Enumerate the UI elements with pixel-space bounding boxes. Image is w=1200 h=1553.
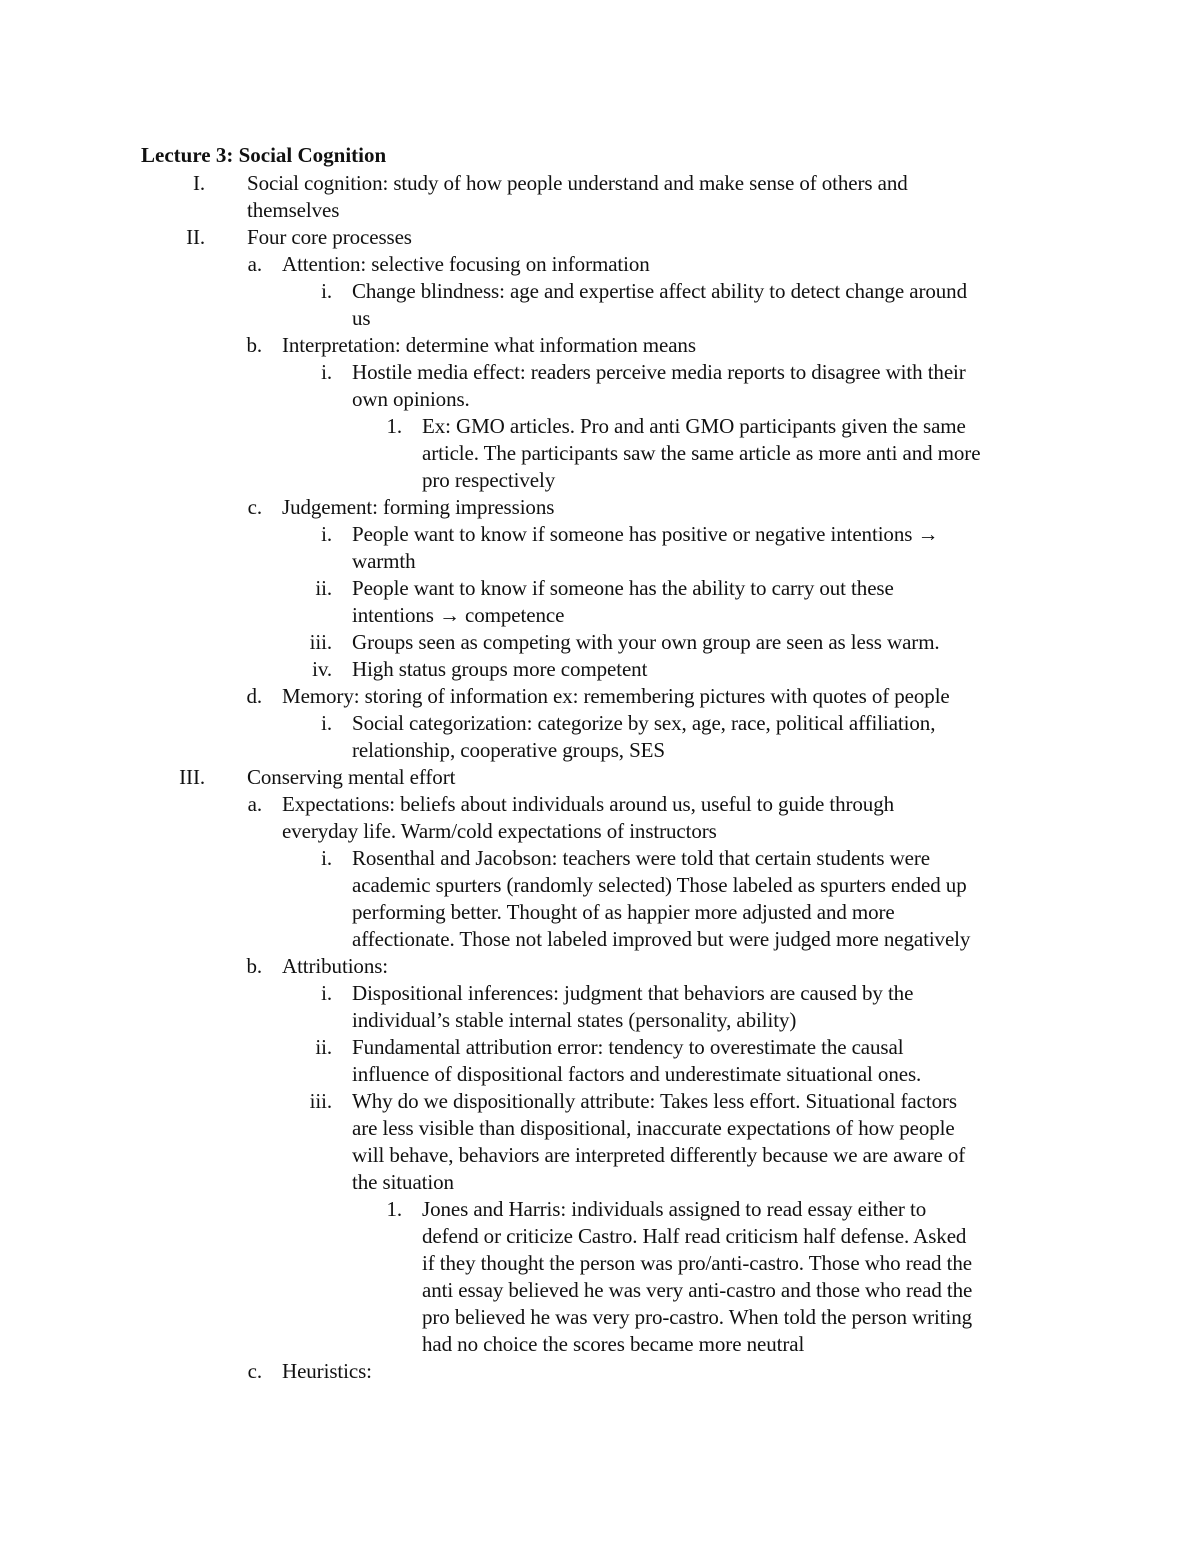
outline-text-line: Dispositional inferences: judgment that behaviors are caused by the xyxy=(352,981,914,1005)
outline-text-line: pro respectively xyxy=(422,468,556,492)
outline-text-line: Memory: storing of information ex: remembering pictures with quotes of people xyxy=(282,684,950,708)
outline-marker: 1. xyxy=(386,414,402,438)
outline-text-line: themselves xyxy=(247,198,340,222)
outline-marker: i. xyxy=(321,360,332,384)
outline-text-line: if they thought the person was pro/anti-castro. Those who read the xyxy=(422,1251,972,1275)
outline-text-line: influence of dispositional factors and underestimate situational ones. xyxy=(352,1062,922,1086)
outline-text-line: performing better. Thought of as happier more adjusted and more xyxy=(352,900,895,924)
outline-text-line: defend or criticize Castro. Half read criticism half defense. Asked xyxy=(422,1224,967,1248)
outline-text-line: had no choice the scores became more neutral xyxy=(422,1332,805,1356)
outline-marker: I. xyxy=(192,171,205,195)
outline-text-line: Conserving mental effort xyxy=(247,765,456,789)
outline-marker: i. xyxy=(321,279,332,303)
outline-text-line: Social cognition: study of how people understand and make sense of others and xyxy=(247,171,908,195)
outline-marker: ii. xyxy=(315,576,332,600)
outline-text-line: Change blindness: age and expertise affect ability to detect change around xyxy=(352,279,967,303)
outline-text-line: article. The participants saw the same article as more anti and more xyxy=(422,441,981,465)
outline-text-line: pro believed he was very pro-castro. When told the person writing xyxy=(422,1305,973,1329)
outline-text-line: affectionate. Those not labeled improved but were judged more negatively xyxy=(352,927,971,951)
outline-text-line: own opinions. xyxy=(352,387,470,411)
outline-text-line: us xyxy=(352,306,371,330)
outline-text-line: the situation xyxy=(352,1170,454,1194)
outline-marker: III. xyxy=(179,765,205,789)
outline-text-line: will behave, behaviors are interpreted differently because we are aware of xyxy=(352,1143,966,1167)
outline-marker: i. xyxy=(321,846,332,870)
outline-marker: i. xyxy=(321,981,332,1005)
outline-text-line: warmth xyxy=(352,549,416,573)
outline-text-line: Attention: selective focusing on information xyxy=(282,252,650,276)
outline-marker: d. xyxy=(246,684,262,708)
outline-marker: ii. xyxy=(315,1035,332,1059)
outline-text-line: Jones and Harris: individuals assigned to read essay either to xyxy=(422,1197,927,1221)
outline-marker: iv. xyxy=(312,657,332,681)
outline-marker: i. xyxy=(321,522,332,546)
outline-text-line: Rosenthal and Jacobson: teachers were told that certain students were xyxy=(352,846,930,870)
outline-text-line: everyday life. Warm/cold expectations of instructors xyxy=(282,819,717,843)
outline-text-line: Interpretation: determine what information means xyxy=(282,333,696,357)
outline-marker: i. xyxy=(321,711,332,735)
outline-text-line: Fundamental attribution error: tendency to overestimate the causal xyxy=(352,1035,904,1059)
outline-marker: II. xyxy=(186,225,205,249)
outline-text-line: Attributions: xyxy=(282,954,389,978)
outline-text-line: Ex: GMO articles. Pro and anti GMO participants given the same xyxy=(422,414,966,438)
outline-text-line: Groups seen as competing with your own group are seen as less warm. xyxy=(352,630,940,654)
outline-text-line: High status groups more competent xyxy=(352,657,648,681)
lecture-title: Lecture 3: Social Cognition xyxy=(141,143,387,167)
outline-text-line: individual’s stable internal states (personality, ability) xyxy=(352,1008,797,1032)
outline-text-line: are less visible than dispositional, inaccurate expectations of how people xyxy=(352,1116,955,1140)
outline-text-line: Heuristics: xyxy=(282,1359,372,1383)
outline-text-line: People want to know if someone has the ability to carry out these xyxy=(352,576,894,600)
outline-marker: a. xyxy=(247,252,262,276)
outline-text-line: anti essay believed he was very anti-castro and those who read the xyxy=(422,1278,973,1302)
outline-marker: 1. xyxy=(386,1197,402,1221)
outline-marker: c. xyxy=(247,495,262,519)
outline-text-line: Judgement: forming impressions xyxy=(282,495,555,519)
outline-text-line: relationship, cooperative groups, SES xyxy=(352,738,665,762)
outline-text-line: Social categorization: categorize by sex, age, race, political affiliation, xyxy=(352,711,936,735)
outline-text-line: Expectations: beliefs about individuals around us, useful to guide through xyxy=(282,792,894,816)
outline-text-line: Four core processes xyxy=(247,225,412,249)
outline-marker: c. xyxy=(247,1359,262,1383)
outline-text-line: intentions → competence xyxy=(352,603,565,627)
outline-marker: iii. xyxy=(309,1089,332,1113)
outline-marker: b. xyxy=(246,333,262,357)
outline-marker: b. xyxy=(246,954,262,978)
outline-marker: a. xyxy=(247,792,262,816)
outline-text-line: Why do we dispositionally attribute: Takes less effort. Situational factors xyxy=(352,1089,957,1113)
outline-text-line: academic spurters (randomly selected) Those labeled as spurters ended up xyxy=(352,873,967,897)
outline-text-line: Hostile media effect: readers perceive media reports to disagree with their xyxy=(352,360,966,384)
outline-marker: iii. xyxy=(309,630,332,654)
outline-text-line: People want to know if someone has positive or negative intentions → xyxy=(352,522,939,546)
